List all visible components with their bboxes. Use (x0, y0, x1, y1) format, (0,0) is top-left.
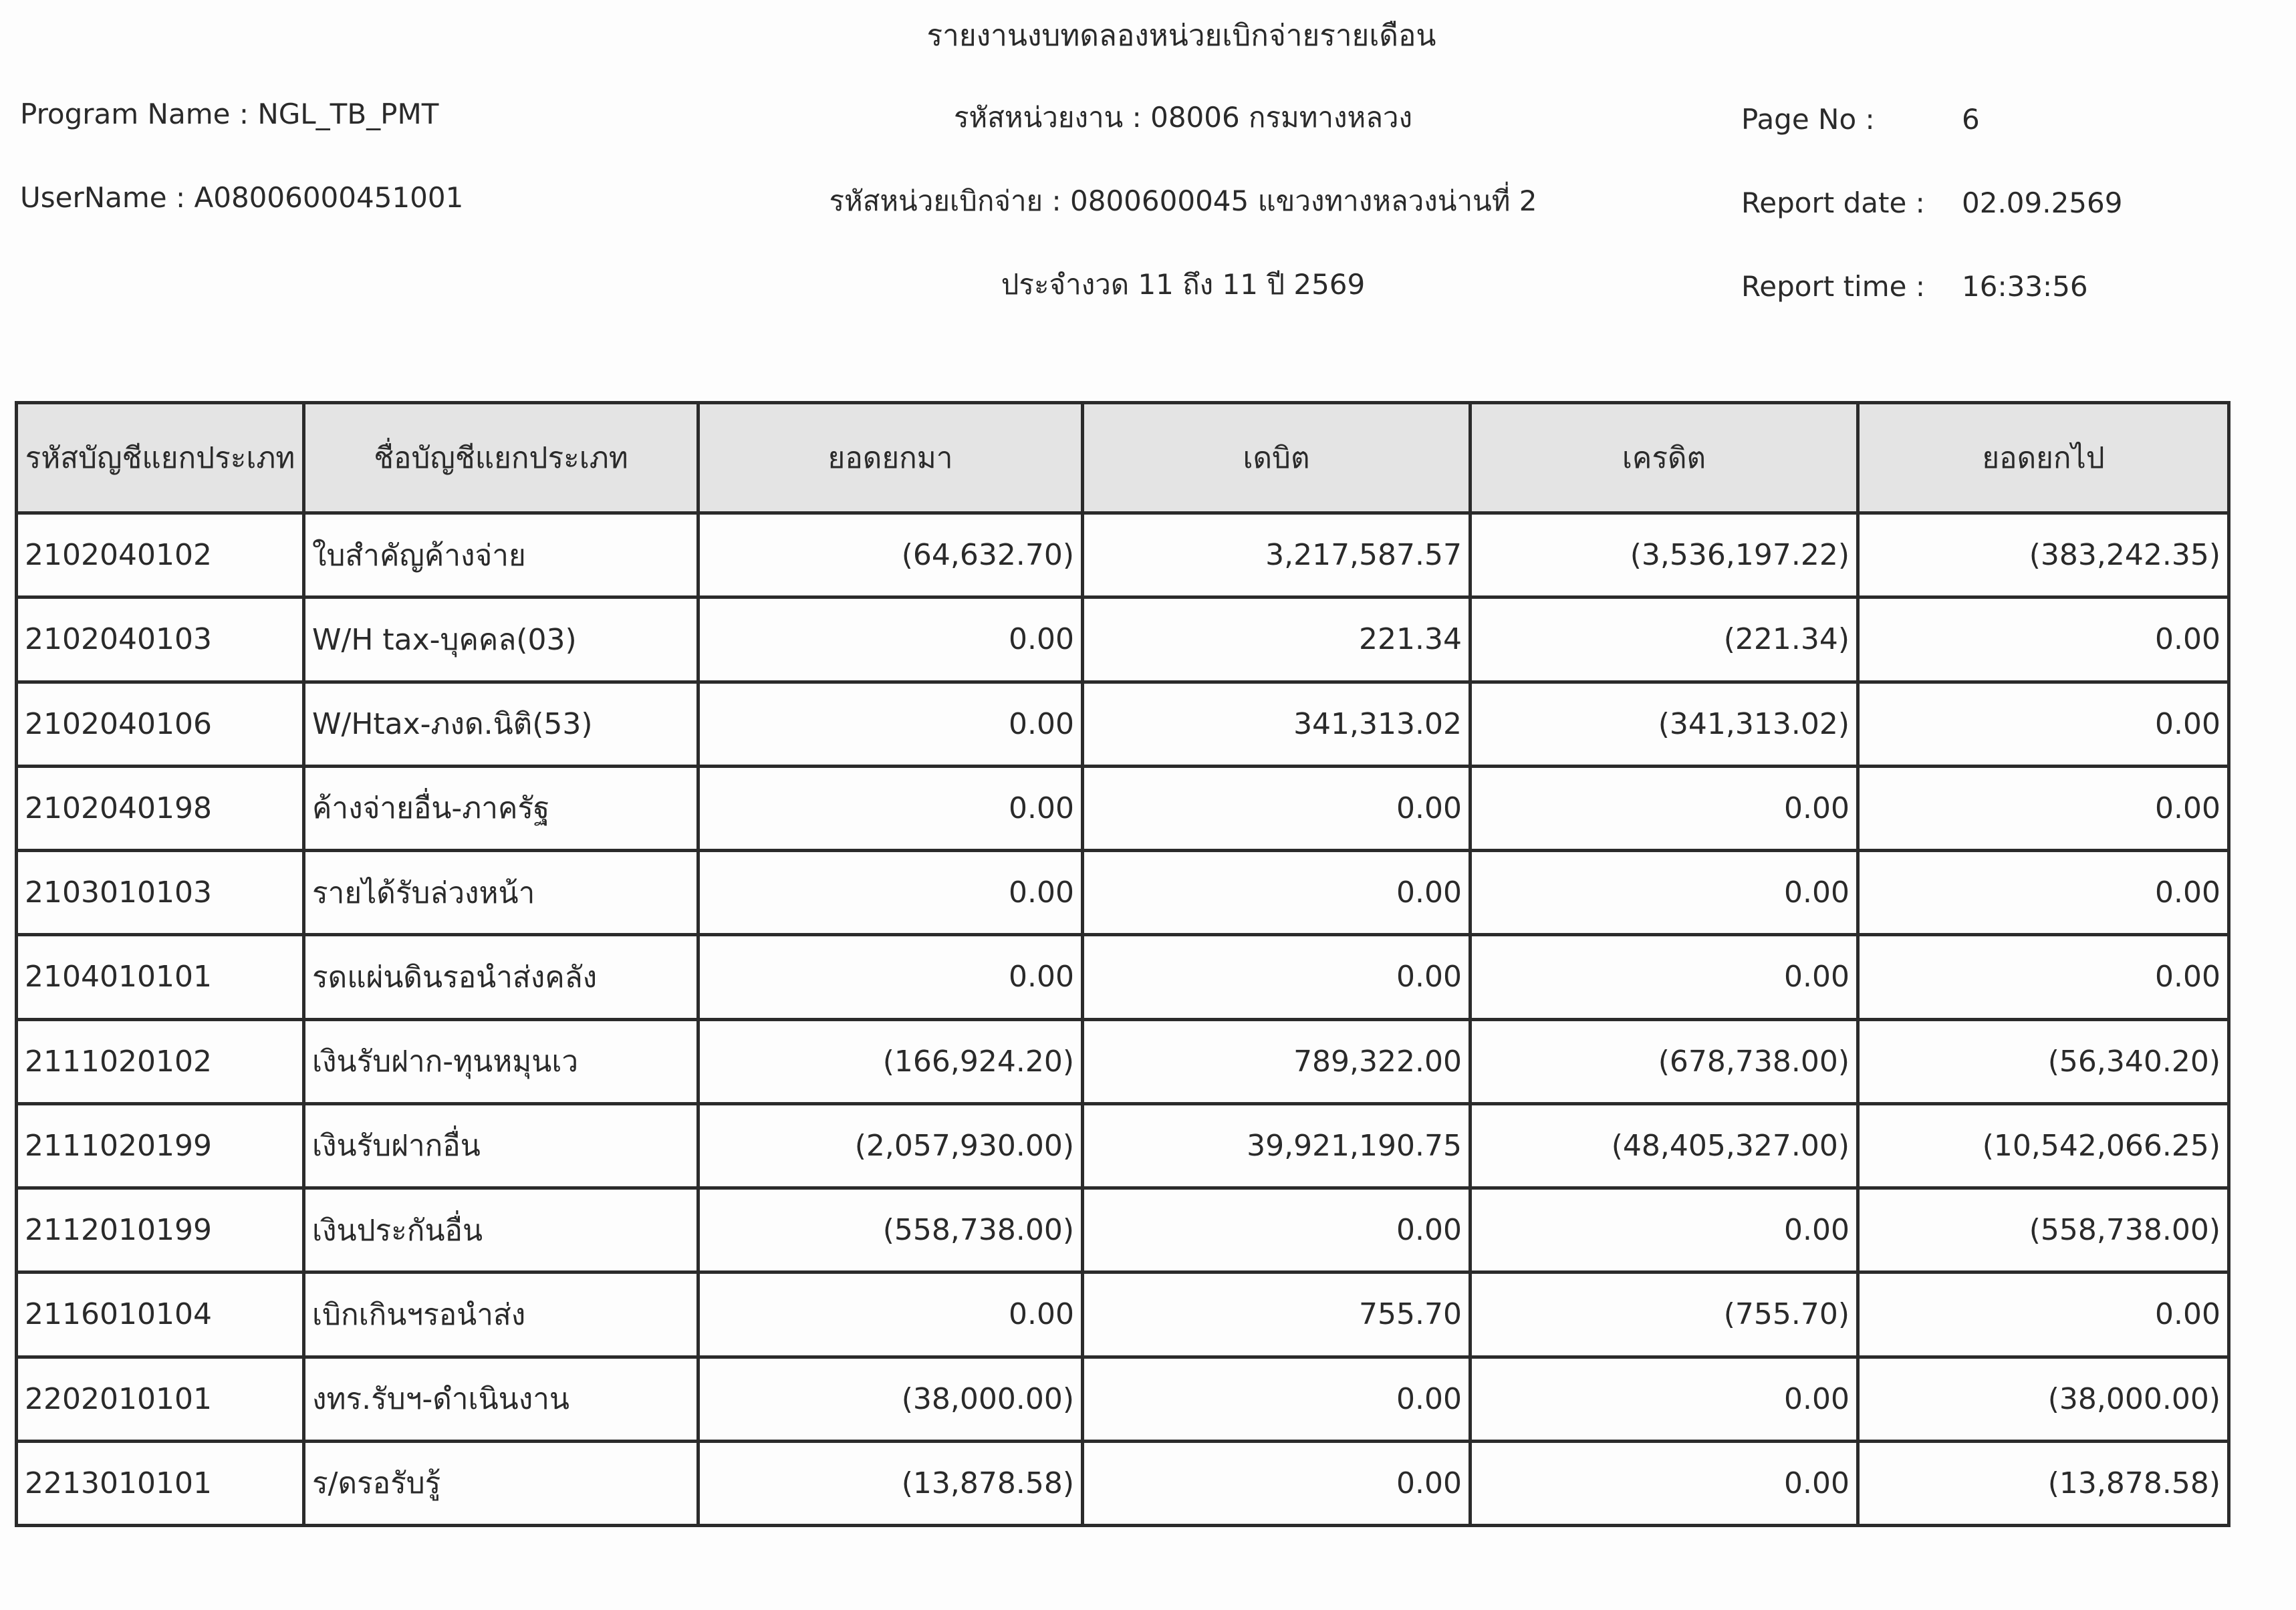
brought-forward-cell: 0.00 (698, 766, 1083, 850)
account-code-cell: 2102040102 (17, 513, 304, 597)
credit-cell: 0.00 (1471, 851, 1858, 935)
account-code-cell: 2111020102 (17, 1019, 304, 1103)
col-header-credit: เครดิต (1471, 403, 1858, 513)
report-date: 02.09.2569 (1962, 186, 2123, 219)
trial-balance-table (15, 401, 2230, 1527)
table-header-row (17, 403, 2229, 513)
table-row (17, 597, 2229, 682)
report-time: 16:33:56 (1962, 270, 2088, 303)
report-title: รายงานงบทดลองหน่วยเบิกจ่ายรายเดือน (926, 19, 1436, 53)
col-header-carried-forward: ยอดยกไป (1858, 403, 2229, 513)
debit-cell: 755.70 (1083, 1272, 1471, 1357)
account-code-cell: 2116010104 (17, 1272, 304, 1357)
carried-forward-cell: (56,340.20) (1858, 1019, 2229, 1103)
report-date-label: Report date : (1741, 186, 1925, 219)
brought-forward-cell: (38,000.00) (698, 1357, 1083, 1441)
account-code-cell: 2112010199 (17, 1188, 304, 1272)
credit-cell: (678,738.00) (1471, 1019, 1858, 1103)
brought-forward-cell: 0.00 (698, 597, 1083, 682)
table-row (17, 1103, 2229, 1188)
table-row (17, 1019, 2229, 1103)
credit-cell: (755.70) (1471, 1272, 1858, 1357)
account-name-cell: เงินประกันอื่น (304, 1188, 698, 1272)
program-name: Program Name : NGL_TB_PMT (20, 98, 439, 130)
carried-forward-cell: (13,878.58) (1858, 1441, 2229, 1525)
table-row (17, 1272, 2229, 1357)
debit-cell: 0.00 (1083, 1188, 1471, 1272)
debit-cell: 0.00 (1083, 851, 1471, 935)
account-code-cell: 2102040106 (17, 682, 304, 766)
account-name-cell: รดแผ่นดินรอนำส่งคลัง (304, 935, 698, 1019)
carried-forward-cell: 0.00 (1858, 597, 2229, 682)
account-code-cell: 2102040103 (17, 597, 304, 682)
col-header-account-code: รหัสบัญชีแยกประเภท (17, 403, 304, 513)
table-row (17, 513, 2229, 597)
table-row (17, 851, 2229, 935)
carried-forward-cell: 0.00 (1858, 682, 2229, 766)
col-header-account-name: ชื่อบัญชีแยกประเภท (304, 403, 698, 513)
debit-cell: 3,217,587.57 (1083, 513, 1471, 597)
account-name-cell: W/H tax-บุคคล(03) (304, 597, 698, 682)
credit-cell: (341,313.02) (1471, 682, 1858, 766)
page-no-label: Page No : (1741, 103, 1875, 136)
account-name-cell: เงินรับฝากอื่น (304, 1103, 698, 1188)
brought-forward-cell: (2,057,930.00) (698, 1103, 1083, 1188)
credit-cell: 0.00 (1471, 1441, 1858, 1525)
account-name-cell: ค้างจ่ายอื่น-ภาครัฐ (304, 766, 698, 850)
debit-cell: 789,322.00 (1083, 1019, 1471, 1103)
debit-cell: 0.00 (1083, 935, 1471, 1019)
credit-cell: 0.00 (1471, 1188, 1858, 1272)
credit-cell: (3,536,197.22) (1471, 513, 1858, 597)
col-header-brought-forward: ยอดยกมา (698, 403, 1083, 513)
table-row (17, 1188, 2229, 1272)
table-row (17, 766, 2229, 850)
carried-forward-cell: (38,000.00) (1858, 1357, 2229, 1441)
table-row (17, 682, 2229, 766)
account-name-cell: เบิกเกินฯรอนำส่ง (304, 1272, 698, 1357)
account-code-cell: 2104010101 (17, 935, 304, 1019)
account-name-cell: รายได้รับล่วงหน้า (304, 851, 698, 935)
debit-cell: 39,921,190.75 (1083, 1103, 1471, 1188)
page-no: 6 (1962, 103, 1980, 136)
credit-cell: (48,405,327.00) (1471, 1103, 1858, 1188)
carried-forward-cell: 0.00 (1858, 851, 2229, 935)
account-name-cell: งทร.รับฯ-ดำเนินงาน (304, 1357, 698, 1441)
account-code-cell: 2103010103 (17, 851, 304, 935)
debit-cell: 221.34 (1083, 597, 1471, 682)
user-name: UserName : A08006000451001 (20, 181, 464, 214)
brought-forward-cell: 0.00 (698, 1272, 1083, 1357)
brought-forward-cell: (13,878.58) (698, 1441, 1083, 1525)
brought-forward-cell: 0.00 (698, 851, 1083, 935)
brought-forward-cell: 0.00 (698, 682, 1083, 766)
table-row (17, 1357, 2229, 1441)
account-code-cell: 2213010101 (17, 1441, 304, 1525)
report-time-label: Report time : (1741, 270, 1925, 303)
carried-forward-cell: 0.00 (1858, 1272, 2229, 1357)
account-name-cell: ร/ดรอรับรู้ (304, 1441, 698, 1525)
debit-cell: 0.00 (1083, 1357, 1471, 1441)
account-code-cell: 2102040198 (17, 766, 304, 850)
brought-forward-cell: (64,632.70) (698, 513, 1083, 597)
brought-forward-cell: (166,924.20) (698, 1019, 1083, 1103)
account-code-cell: 2202010101 (17, 1357, 304, 1441)
credit-cell: 0.00 (1471, 935, 1858, 1019)
debit-cell: 341,313.02 (1083, 682, 1471, 766)
carried-forward-cell: 0.00 (1858, 935, 2229, 1019)
report-period: ประจำงวด 11 ถึง 11 ปี 2569 (1001, 268, 1366, 301)
brought-forward-cell: (558,738.00) (698, 1188, 1083, 1272)
col-header-debit: เดบิต (1083, 403, 1471, 513)
carried-forward-cell: (558,738.00) (1858, 1188, 2229, 1272)
debit-cell: 0.00 (1083, 766, 1471, 850)
carried-forward-cell: (383,242.35) (1858, 513, 2229, 597)
account-name-cell: W/Htax-ภงด.นิติ(53) (304, 682, 698, 766)
credit-cell: 0.00 (1471, 766, 1858, 850)
table-row (17, 1441, 2229, 1525)
debit-cell: 0.00 (1083, 1441, 1471, 1525)
brought-forward-cell: 0.00 (698, 935, 1083, 1019)
account-name-cell: เงินรับฝาก-ทุนหมุนเว (304, 1019, 698, 1103)
agency-code: รหัสหน่วยงาน : 08006 กรมทางหลวง (953, 101, 1413, 134)
disbursement-unit: รหัสหน่วยเบิกจ่าย : 0800600045 แขวงทางหลวงน่านที่ 2 (829, 184, 1537, 217)
carried-forward-cell: 0.00 (1858, 766, 2229, 850)
credit-cell: 0.00 (1471, 1357, 1858, 1441)
credit-cell: (221.34) (1471, 597, 1858, 682)
carried-forward-cell: (10,542,066.25) (1858, 1103, 2229, 1188)
account-name-cell: ใบสำคัญค้างจ่าย (304, 513, 698, 597)
table-row (17, 935, 2229, 1019)
account-code-cell: 2111020199 (17, 1103, 304, 1188)
